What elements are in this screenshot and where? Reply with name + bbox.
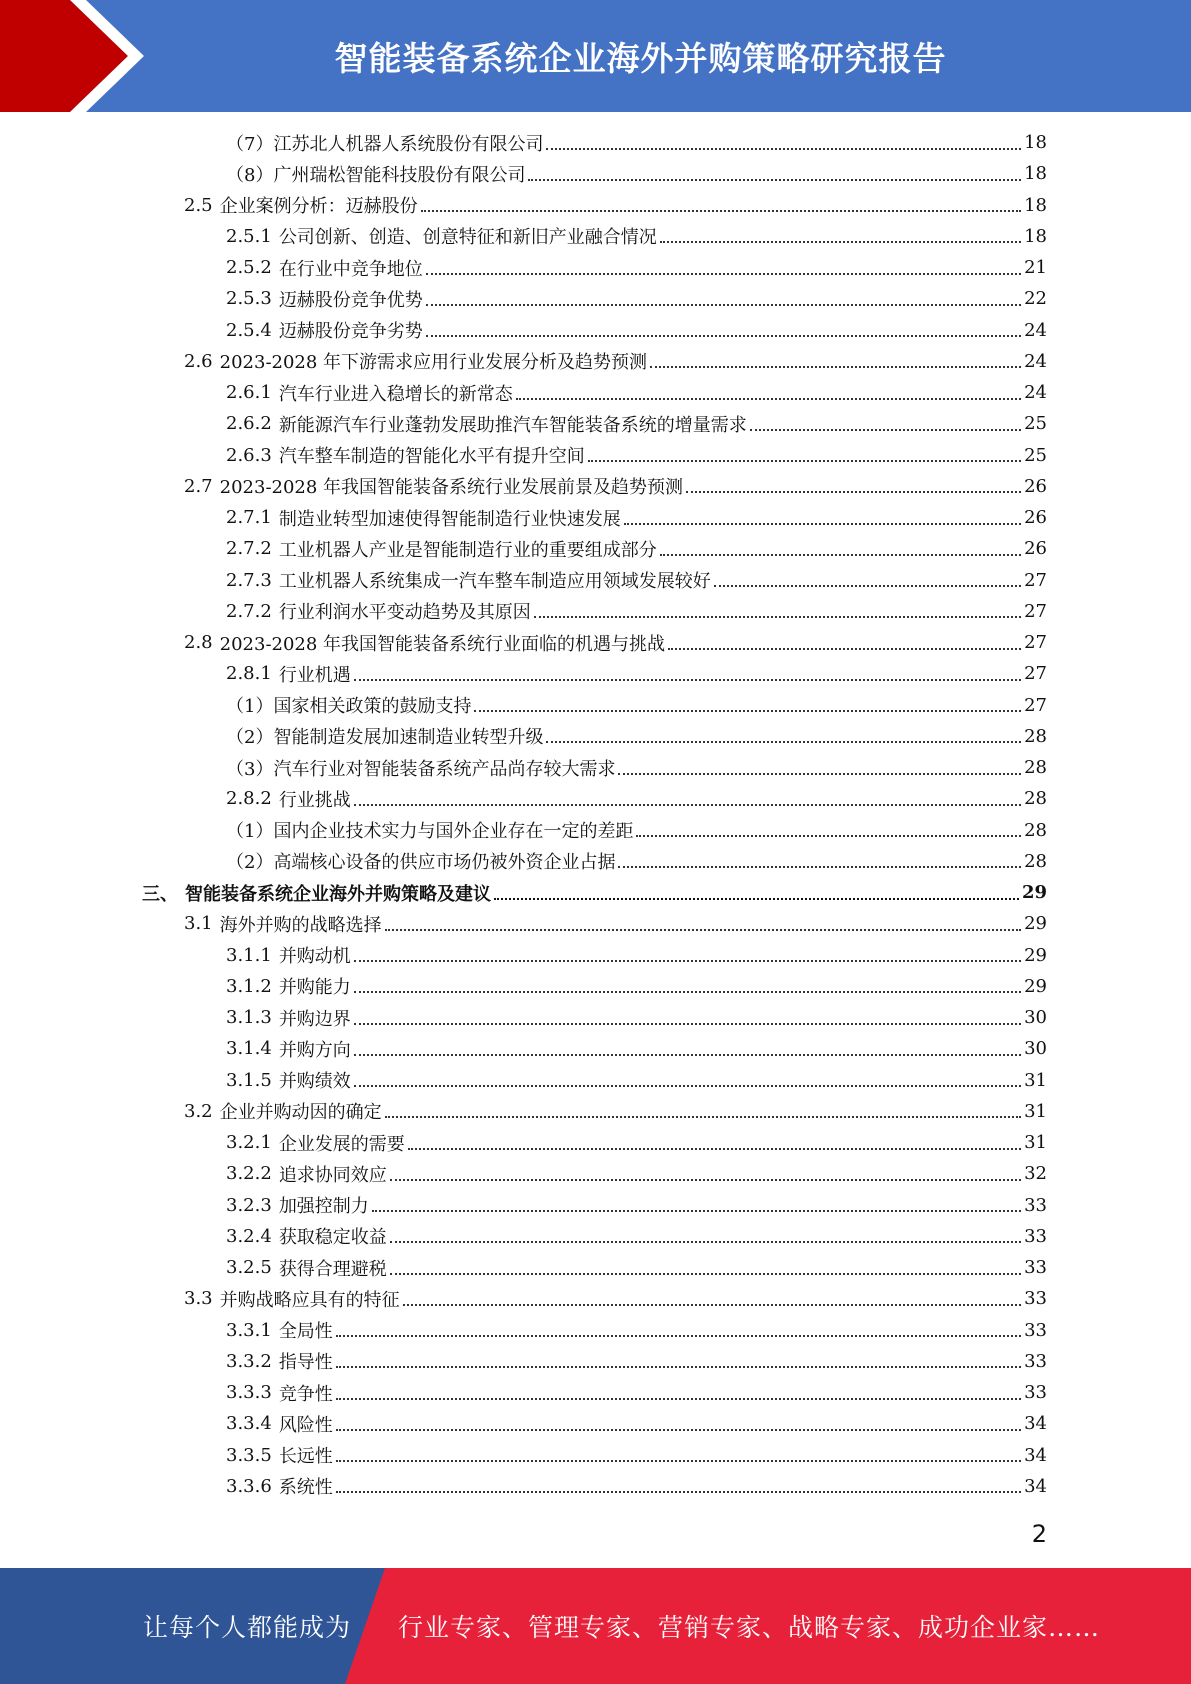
toc-entry-number: 3.3.6 <box>226 1475 272 1497</box>
toc-entry-title: 海外并购的战略选择 <box>219 914 382 936</box>
toc-entry-title: 工业机器人系统集成一汽车整车制造应用领域发展较好 <box>278 571 711 592</box>
toc-entry-page: 27 <box>1024 663 1047 685</box>
toc-entry-number: 3.3.4 <box>226 1413 272 1435</box>
toc-entry[interactable] <box>226 565 1047 596</box>
toc-entry[interactable] <box>184 908 1047 939</box>
toc-dot-leader <box>618 866 1021 868</box>
toc-dot-leader <box>546 148 1021 150</box>
toc-entry-title: 全局性 <box>278 1321 333 1342</box>
toc-entry-title: 广州瑞松智能科技股份有限公司 <box>273 164 526 186</box>
toc-entry-number: 3.2.1 <box>226 1132 272 1153</box>
toc-entry-number: 2.8.2 <box>226 788 272 810</box>
toc-entry[interactable] <box>226 1346 1047 1377</box>
toc-dot-leader <box>336 1460 1021 1462</box>
toc-entry[interactable] <box>226 1127 1047 1158</box>
toc-entry-page: 26 <box>1024 538 1047 560</box>
toc-dot-leader <box>372 1210 1021 1212</box>
toc-entry-page: 29 <box>1021 882 1047 903</box>
toc-entry-number: 2.7 <box>184 475 213 497</box>
toc-entry-title: 迈赫股份竞争优势 <box>278 289 423 311</box>
toc-entry-page: 34 <box>1024 1444 1047 1466</box>
toc-entry-page: 34 <box>1024 1475 1047 1497</box>
toc-entry-title: 加强控制力 <box>278 1196 369 1217</box>
toc-entry-title: 迈赫股份竞争劣势 <box>278 321 423 342</box>
toc-entry-page: 28 <box>1024 850 1047 872</box>
toc-entry-number: 2.5.3 <box>226 288 272 310</box>
toc-dot-leader <box>336 1429 1021 1431</box>
toc-entry-page: 18 <box>1024 163 1047 185</box>
toc-entry-page: 28 <box>1024 819 1047 841</box>
toc-entry-number: 2.8.1 <box>226 663 272 685</box>
toc-entry-number: 3.1.1 <box>226 944 272 966</box>
toc-dot-leader <box>426 335 1021 337</box>
toc-dot-leader <box>336 1335 1021 1337</box>
toc-dot-leader <box>390 1273 1021 1275</box>
toc-entry-number: 3.2.2 <box>226 1163 272 1185</box>
toc-entry-title: 行业挑战 <box>278 789 351 811</box>
toc-dot-leader <box>354 1054 1021 1056</box>
toc-entry-title: 企业并购动因的确定 <box>219 1102 382 1124</box>
toc-entry-page: 18 <box>1024 132 1047 153</box>
toc-entry-number: （7） <box>226 133 274 155</box>
toc-entry-page: 21 <box>1024 257 1047 278</box>
toc-entry-title: 并购绩效 <box>278 1071 351 1092</box>
toc-entry-page: 27 <box>1024 694 1047 716</box>
toc-entry[interactable] <box>226 815 1047 846</box>
toc-dot-leader <box>354 804 1021 806</box>
toc-dot-leader <box>660 241 1021 243</box>
toc-entry-title: 获取稳定收益 <box>278 1227 387 1249</box>
toc-entry-title: 并购能力 <box>278 977 351 999</box>
toc-entry-number: 3.1.5 <box>226 1069 272 1091</box>
toc-entry[interactable] <box>226 971 1047 1002</box>
toc-entry[interactable] <box>226 221 1047 252</box>
toc-dot-leader <box>408 1148 1021 1150</box>
toc-entry[interactable] <box>226 158 1047 189</box>
toc-entry-page: 33 <box>1024 1257 1047 1278</box>
toc-entry-title: 行业机遇 <box>278 664 351 686</box>
toc-entry-title: 竞争性 <box>278 1383 333 1405</box>
toc-entry-page: 33 <box>1024 1319 1047 1341</box>
toc-entry-title: 企业发展的需要 <box>278 1133 405 1155</box>
toc-entry-page: 31 <box>1024 1100 1047 1122</box>
toc-entry[interactable] <box>226 1315 1047 1346</box>
toc-entry-number: 2.6.2 <box>226 413 272 435</box>
toc-entry-number: 3.1.4 <box>226 1038 272 1060</box>
toc-entry-page: 34 <box>1024 1413 1047 1435</box>
toc-entry-title: 国内企业技术实力与国外企业存在一定的差距 <box>273 821 634 842</box>
toc-entry-page: 33 <box>1024 1288 1047 1310</box>
toc-entry[interactable] <box>184 1283 1047 1314</box>
toc-entry-number: 3.3 <box>184 1288 213 1310</box>
toc-entry-number: 三、 <box>142 883 178 905</box>
toc-entry-title: 在行业中竞争地位 <box>278 258 423 280</box>
toc-dot-leader <box>421 210 1021 212</box>
toc-entry-page: 24 <box>1024 350 1047 372</box>
toc-entry-page: 33 <box>1024 1225 1047 1247</box>
toc-entry-title: 国家相关政策的鼓励支持 <box>273 696 472 717</box>
toc-entry[interactable] <box>226 502 1047 533</box>
toc-entry[interactable] <box>226 783 1047 814</box>
toc-entry-page: 18 <box>1024 194 1047 216</box>
toc-dot-leader <box>618 773 1021 775</box>
toc-entry[interactable] <box>226 127 1047 158</box>
toc-dot-leader <box>714 585 1021 587</box>
toc-dot-leader <box>426 273 1021 275</box>
toc-entry-number: 3.1.3 <box>226 1007 272 1028</box>
toc-entry-page: 24 <box>1024 319 1047 341</box>
toc-entry-title: 新能源汽车行业蓬勃发展助推汽车智能装备系统的增量需求 <box>278 414 747 436</box>
toc-entry[interactable] <box>226 1158 1047 1189</box>
toc-dot-leader <box>750 429 1021 431</box>
toc-entry-title: 2023-2028 年下游需求应用行业发展分析及趋势预测 <box>219 352 648 374</box>
toc-entry-number: 3.2.3 <box>226 1194 272 1216</box>
toc-entry-title: 高端核心设备的供应市场仍被外资企业占据 <box>273 852 616 874</box>
toc-entry-title: 获得合理避税 <box>278 1258 387 1280</box>
toc-entry-number: （2） <box>226 727 274 749</box>
toc-entry-page: 28 <box>1024 757 1047 778</box>
report-title: 智能装备系统企业海外并购策略研究报告 <box>334 38 947 78</box>
toc-dot-leader <box>385 1116 1021 1118</box>
toc-entry-title: 并购动机 <box>278 946 351 967</box>
toc-dot-leader <box>403 1304 1021 1306</box>
toc-entry-title: 江苏北人机器人系统股份有限公司 <box>273 133 544 155</box>
toc-entry[interactable] <box>184 627 1047 658</box>
toc-entry-page: 27 <box>1024 600 1047 622</box>
toc-entry[interactable] <box>226 1252 1047 1283</box>
toc-dot-leader <box>516 398 1021 400</box>
toc-dot-leader <box>354 1023 1021 1025</box>
toc-entry[interactable] <box>226 721 1047 752</box>
toc-dot-leader <box>336 1366 1021 1368</box>
toc-entry-number: （8） <box>226 164 274 186</box>
toc-entry-title: 汽车行业进入稳增长的新常态 <box>278 383 513 405</box>
toc-entry[interactable] <box>226 533 1047 564</box>
footer-slogan-left: 让每个人都能成为 <box>143 1613 352 1642</box>
toc-entry-number: 2.5.2 <box>226 257 272 278</box>
toc-entry-page: 25 <box>1024 444 1047 466</box>
toc-dot-leader <box>474 710 1021 712</box>
toc-dot-leader <box>354 991 1021 993</box>
toc-entry[interactable] <box>184 346 1047 377</box>
toc-dot-leader <box>336 1398 1021 1400</box>
toc-entry-title: 制造业转型加速使得智能制造行业快速发展 <box>278 508 621 530</box>
toc-entry[interactable] <box>226 846 1047 877</box>
footer-slogan-right: 行业专家、管理专家、营销专家、战略专家、成功企业家…… <box>398 1613 1101 1642</box>
toc-entry-page: 33 <box>1024 1350 1047 1372</box>
toc-dot-leader <box>390 1241 1021 1243</box>
toc-dot-leader <box>494 898 1019 900</box>
toc-dot-leader <box>660 554 1021 556</box>
toc-entry-title: 智能装备系统企业海外并购策略及建议 <box>185 883 491 905</box>
toc-entry-number: 3.3.5 <box>226 1444 272 1466</box>
toc-entry[interactable] <box>142 877 1047 908</box>
toc-entry-title: 企业案例分析：迈赫股份 <box>219 196 418 217</box>
toc-entry-title: 行业利润水平变动趋势及其原因 <box>278 602 531 624</box>
toc-entry-title: 智能制造发展加速制造业转型升级 <box>273 727 544 749</box>
toc-entry-title: 指导性 <box>278 1352 333 1374</box>
toc-entry[interactable] <box>226 1221 1047 1252</box>
toc-entry[interactable] <box>226 1408 1047 1439</box>
toc-entry-page: 27 <box>1024 569 1047 591</box>
toc-entry[interactable] <box>226 596 1047 627</box>
toc-entry-number: 2.7.2 <box>226 600 272 622</box>
toc-entry-page: 25 <box>1024 413 1047 435</box>
toc-entry-title: 风险性 <box>278 1414 333 1436</box>
toc-entry[interactable] <box>226 1377 1047 1408</box>
toc-dot-leader <box>534 616 1021 618</box>
toc-entry[interactable] <box>226 752 1047 783</box>
toc-entry-number: 3.2.5 <box>226 1257 272 1278</box>
toc-entry-number: （3） <box>226 758 274 780</box>
toc-dot-leader <box>385 929 1021 931</box>
toc-dot-leader <box>668 648 1021 650</box>
toc-entry-number: 2.5.1 <box>226 225 272 247</box>
toc-dot-leader <box>354 960 1021 962</box>
toc-entry[interactable] <box>226 940 1047 971</box>
toc-entry-number: （1） <box>226 696 274 717</box>
toc-entry-title: 并购方向 <box>278 1039 351 1061</box>
toc-dot-leader <box>624 523 1021 525</box>
toc-entry-page: 26 <box>1024 475 1047 497</box>
toc-entry[interactable] <box>226 690 1047 721</box>
toc-entry[interactable] <box>226 1033 1047 1064</box>
toc-entry-page: 30 <box>1024 1038 1047 1060</box>
toc-entry-page: 28 <box>1024 788 1047 810</box>
page-header <box>0 0 1191 112</box>
toc-entry-number: （2） <box>226 852 274 874</box>
toc-dot-leader <box>354 679 1021 681</box>
toc-entry-page: 29 <box>1024 944 1047 966</box>
toc-entry-title: 公司创新、创造、创意特征和新旧产业融合情况 <box>278 227 657 249</box>
toc-entry[interactable] <box>226 440 1047 471</box>
toc-entry-number: 2.6.3 <box>226 444 272 466</box>
toc-entry[interactable] <box>184 190 1047 221</box>
toc-dot-leader <box>650 366 1021 368</box>
toc-dot-leader <box>336 1491 1021 1493</box>
toc-entry-title: 2023-2028 年我国智能装备系统行业发展前景及趋势预测 <box>219 477 684 499</box>
toc-entry[interactable] <box>226 315 1047 346</box>
header-chevron-decoration <box>0 0 160 112</box>
toc-entry-number: 3.1 <box>184 913 213 935</box>
toc-entry-page: 33 <box>1024 1194 1047 1216</box>
toc-entry-page: 18 <box>1024 225 1047 247</box>
toc-entry-title: 2023-2028 年我国智能装备系统行业面临的机遇与挑战 <box>219 633 666 655</box>
toc-entry[interactable] <box>226 408 1047 439</box>
toc-entry-page: 26 <box>1024 507 1047 528</box>
toc-entry[interactable] <box>226 1065 1047 1096</box>
toc-entry[interactable] <box>226 252 1047 283</box>
toc-dot-leader <box>636 835 1021 837</box>
toc-entry-number: 2.5 <box>184 194 213 216</box>
toc-entry-number: 2.5.4 <box>226 319 272 341</box>
toc-entry-page: 28 <box>1024 725 1047 747</box>
toc-entry-title: 长远性 <box>278 1446 333 1467</box>
toc-entry-page: 27 <box>1024 632 1047 653</box>
toc-entry[interactable] <box>184 1096 1047 1127</box>
toc-entry-page: 31 <box>1024 1132 1047 1153</box>
toc-entry[interactable] <box>184 471 1047 502</box>
toc-entry-page: 29 <box>1024 913 1047 935</box>
toc-entry-number: 3.2.4 <box>226 1225 272 1247</box>
toc-entry-page: 32 <box>1024 1163 1047 1185</box>
toc-dot-leader <box>426 304 1021 306</box>
page-footer <box>0 1568 1191 1684</box>
toc-entry-title: 汽车行业对智能装备系统产品尚存较大需求 <box>273 758 616 780</box>
toc-entry-number: 3.3.1 <box>226 1319 272 1341</box>
toc-entry-title: 并购战略应具有的特征 <box>219 1289 400 1311</box>
toc-entry[interactable] <box>226 377 1047 408</box>
toc-entry-number: 2.6 <box>184 350 213 372</box>
toc-dot-leader <box>528 179 1021 181</box>
toc-dot-leader <box>354 1085 1021 1087</box>
toc-entry-number: 3.3.3 <box>226 1382 272 1403</box>
toc-entry[interactable] <box>226 283 1047 314</box>
toc-entry-page: 29 <box>1024 975 1047 997</box>
toc-entry[interactable] <box>226 1471 1047 1502</box>
toc-dot-leader <box>390 1179 1021 1181</box>
toc-dot-leader <box>588 460 1021 462</box>
toc-entry[interactable] <box>226 1002 1047 1033</box>
toc-entry[interactable] <box>226 1440 1047 1471</box>
toc-entry-title: 追求协同效应 <box>278 1164 387 1186</box>
toc-entry-number: （1） <box>226 821 274 842</box>
toc-entry-number: 3.3.2 <box>226 1350 272 1372</box>
toc-entry-page: 24 <box>1024 382 1047 403</box>
toc-entry-title: 工业机器人产业是智能制造行业的重要组成部分 <box>278 539 657 561</box>
toc-entry-number: 3.1.2 <box>226 975 272 997</box>
page-number: 2 <box>1031 1520 1047 1548</box>
toc-entry-number: 2.6.1 <box>226 382 272 403</box>
toc-entry-title: 系统性 <box>278 1477 333 1499</box>
toc-entry-page: 33 <box>1024 1382 1047 1403</box>
toc-entry[interactable] <box>226 658 1047 689</box>
toc-entry-number: 2.7.3 <box>226 569 272 591</box>
toc-entry-number: 2.7.2 <box>226 538 272 560</box>
toc-entry-number: 2.7.1 <box>226 507 272 528</box>
toc-dot-leader <box>686 491 1021 493</box>
toc-entry-page: 22 <box>1024 288 1047 310</box>
toc-entry-title: 并购边界 <box>278 1008 351 1030</box>
toc-entry-page: 30 <box>1024 1007 1047 1028</box>
toc-entry-number: 3.2 <box>184 1100 213 1122</box>
toc-entry-title: 汽车整车制造的智能化水平有提升空间 <box>278 446 585 467</box>
toc-dot-leader <box>546 741 1021 743</box>
toc-entry[interactable] <box>226 1190 1047 1221</box>
toc-entry-number: 2.8 <box>184 632 213 653</box>
toc-entry-page: 31 <box>1024 1069 1047 1091</box>
